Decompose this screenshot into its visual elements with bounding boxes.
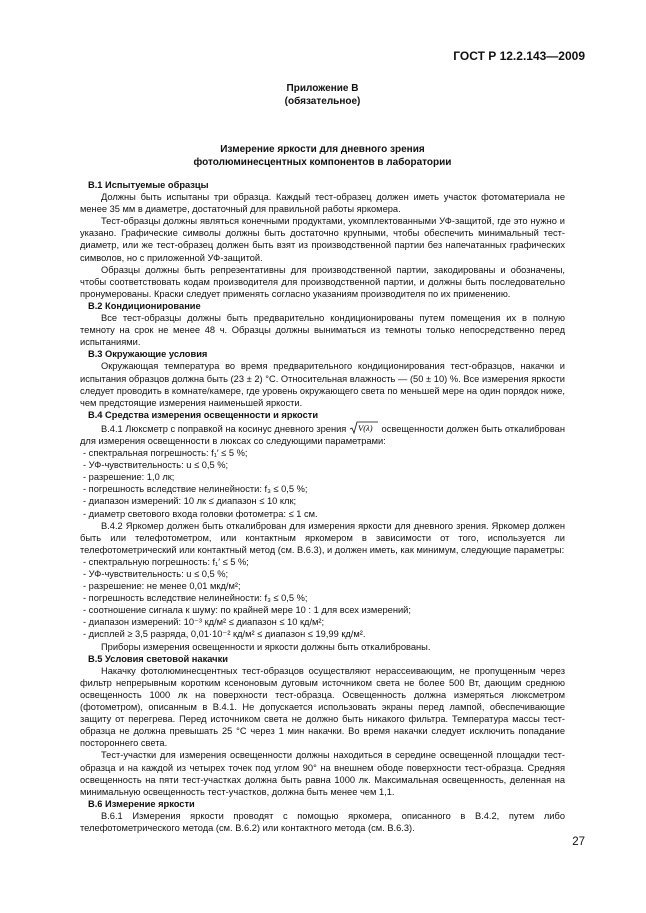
list-item: - погрешность вследствие нелинейности: f₃ ≤ 0,5 %;	[83, 593, 308, 604]
formula-label: V(λ)	[357, 422, 373, 433]
paragraph: Тест-участки для измерения освещенности должны находиться в середине освещенной площадки тест-образца и на каждой из четырех точек под углом 90° на внешнем ободе поверхности тест-образца. Средняя освещенность на пяти тест-участках должна быть равна 1000 лк. Максимальная освещенность, деленная на минимальную освещенность тест-участков, должна быть менее чем 1,1.	[80, 750, 565, 797]
paragraph: Все тест-образцы должны быть предварительно кондиционированы путем помещения их в полную темноту на срок не менее 48 ч. Образцы должны выниматься из темноты только непосредственно перед испытаниями.	[80, 313, 565, 348]
paragraph: Должны быть испытаны три образца. Каждый тест-образец должен иметь участок фотоматериала не менее 35 мм в диаметре, достаточный для правильной работы яркомера.	[80, 192, 565, 215]
section-title: В.2 Кондиционирование	[88, 300, 201, 311]
list-item: - диапазон измерений: 10 лк ≤ диапазон ≤ 10 клк;	[83, 496, 297, 507]
section-title: В.6 Измерение яркости	[88, 798, 195, 809]
paragraph: Образцы должны быть репрезентативны для производственной партии, закодированы и обозначены, чтобы соответствовать кодам производителя для производственной партии, и должны быть последовательно пронумерованы. Краски следует применять согласно указаниям производителя по их применению.	[80, 264, 565, 299]
paragraph	[80, 421, 565, 447]
paragraph: Окружающая температура во время предварительного кондиционирования тест-образцов, накачки и испытания образцов должна быть (23 ± 2) °C. Относительная влажность — (50 ± 10) %. Все измерения яркости следует проводить в комнате/камере, где уровень окружающего света по меньшей мере на один порядок ниже, чем предстоящие измерения наименьшей яркости.	[80, 361, 565, 408]
annex-status: (обязательное)	[284, 96, 361, 107]
section-title: В.1 Испытуемые образцы	[88, 180, 209, 190]
list-item: - УФ-чувствительность: u ≤ 0,5 %;	[83, 460, 229, 471]
sqrt-v-lambda-icon	[349, 421, 379, 434]
paragraph: В.4.2 Яркомер должен быть откалиброван для измерения яркости для дневного зрения. Яркомер должен быть или телефотометром, или контактным яркомером в зависимости от того, используется ли телефотометрический или контактный метод (см. В.6.3), и должен иметь, как минимум, следующие параметры:	[80, 520, 565, 555]
section-title: В.3 Окружающие условия	[88, 349, 208, 360]
paragraph: Накачку фотолюминесцентных тест-образцов осуществляют нерассеивающим, не пропущенным через фильтр непрерывным коротким ксеноновым дуговым источником света не более 500 Вт, дающим среднюю освещенность 1000 лк на поверхности тест-образца. Освещенность должна измеряться люксметром (фотометром), описанным в В.4.1. Не допускается использовать экраны перед лампой, обеспечивающие защиту от перегрева. Перед источником света не должно быть никакого фильтра. Температура массы тест-образца не должна превышать 25 °С через 1 мин накачки. Во время накачки следует исключить попадание постороннего света.	[80, 665, 565, 749]
section-title: В.4 Средства измерения освещенности и яркости	[88, 409, 319, 420]
list-item: - дисплей ≥ 3,5 разряда, 0,01·10⁻² кд/м² ≤ диапазон ≤ 19,99 кд/м².	[83, 629, 366, 640]
paragraph: Тест-образцы должны являться конечными продуктами, укомплектованными УФ-защитой, где это нужно и указано. Графические символы должны быть достаточно крупными, чтобы обеспечить минимальный тест-диаметр, или же тест-образец должен быть взят из производственной партии без напечатанных графических символов, но с приложенной УФ-защитой.	[80, 216, 565, 263]
paragraph: В.6.1 Измерения яркости проводят с помощью яркомера, описанного в В.4.2, путем либо телефотометрического метода (см. В.6.2) или контактного метода (см. В.6.3).	[80, 810, 565, 833]
page-number: 27	[572, 836, 585, 848]
list-item: - соотношение сигнала к шуму: по крайней мере 10 : 1 для всех измерений;	[83, 605, 411, 616]
paragraph: Приборы измерения освещенности и яркости должны быть откалиброваны.	[101, 641, 431, 652]
heading-line-2: фотолюминесцентных компонентов в лаборатории	[193, 157, 452, 168]
section-title: В.5 Условия световой накачки	[88, 653, 228, 664]
list-item: - диапазон измерений: 10⁻³ кд/м² ≤ диапазон ≤ 10 кд/м²;	[83, 617, 325, 628]
list-item: - разрешение: 1,0 лк;	[83, 472, 175, 483]
list-item: - спектральная погрешность: f₁′ ≤ 5 %;	[83, 448, 248, 459]
list-item: - погрешность вследствие нелинейности: f₃ ≤ 0,5 %;	[83, 484, 308, 495]
list-item: - диаметр светового входа головки фотометра: ≤ 1 см.	[83, 508, 318, 519]
paragraph-part: освещенности должен быть откалиброван для измерения освещенности в люксах со следующими параметрами:	[80, 423, 565, 446]
heading-line-1: Измерение яркости для дневного зрения	[220, 144, 425, 155]
list-item: - УФ-чувствительность: u ≤ 0,5 %;	[83, 569, 229, 579]
list-item: - разрешение: не менее 0,01 мкд/м²;	[83, 581, 241, 592]
annex-title: Приложение В	[286, 83, 359, 94]
document-body	[80, 179, 565, 834]
paragraph-part: В.4.1 Люксметр с поправкой на косинус дневного зрения	[101, 423, 347, 434]
list-item: - спектральную погрешность: f₁′ ≤ 5 %;	[83, 556, 249, 567]
standard-number: ГОСТ Р 12.2.143—2009	[453, 49, 585, 63]
